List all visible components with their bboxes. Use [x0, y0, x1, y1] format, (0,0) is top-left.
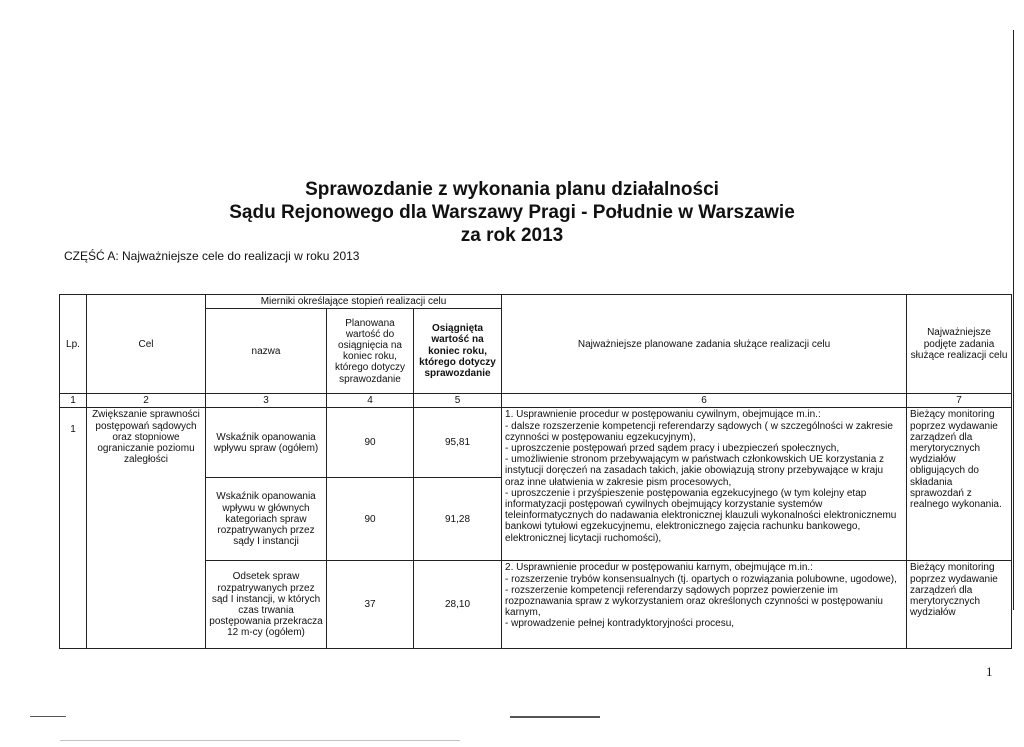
task-line: - rozszerzenie trybów konsensualnych (tj. opartych o rozwiązania polubowne, ugodowe),: [505, 573, 897, 585]
column-number: 1: [60, 394, 87, 408]
title-line-3: za rok 2013: [460, 225, 564, 246]
column-number: 4: [327, 394, 414, 408]
tasks-block-1: [502, 408, 907, 561]
task-line: 2. Usprawnienie procedur w postępowaniu karnym, obejmujące m.in.:: [505, 562, 813, 574]
task-line: - dalsze rozszerzenie kompetencji referendarzy sądowych ( w szczególności w zakresie czynności w postępowaniu egzekucyjnym),: [505, 420, 893, 443]
actions-block-1: Bieżący monitoring poprzez wydawanie zarządzeń dla merytorycznych wydziałów obligujących do składania sprawozdań z realnego wykonania.: [907, 408, 1012, 561]
task-line: - rozszerzenie kompetencji referendarzy sądowych poprzez powierzenie im rozpoznawania spraw z wykorzystaniem oraz określonych czynności w postępowaniu karnym,: [505, 584, 883, 619]
measure-name: Wskaźnik opanowania wpływu spraw (ogółem): [206, 408, 327, 478]
column-number: 6: [502, 394, 907, 408]
column-number: 7: [907, 394, 1012, 408]
tasks-block-2: [502, 561, 907, 649]
task-line: - uproszczenie i przyśpieszenie postępowania egzekucyjnego (w tym kolejny etap informatyzacji postępowań cywilnych obejmujący korzystanie systemów teleinformatycznych do nadawania elektronicznej klauzuli wykonalności elektronicznemu bankowi tytułowi egzekucyjnemu, elektronicznego zajęcia rachunku bankowego, elektronicznej licytacji ruchomości),: [505, 487, 897, 544]
measure-achieved: 91,28: [414, 478, 502, 561]
measure-planned: 90: [327, 408, 414, 478]
actions-block-2: Bieżący monitoring poprzez wydawanie zarządzeń dla merytorycznych wydziałów: [907, 561, 1012, 649]
title-line-1: Sprawozdanie z wykonania planu działalności: [305, 179, 719, 200]
title-line-2: Sądu Rejonowego dla Warszawy Pragi - Południe w Warszawie: [229, 202, 795, 223]
header-mierniki: Mierniki określające stopień realizacji celu: [206, 295, 502, 309]
measure-achieved: 95,81: [414, 408, 502, 478]
measure-planned: 37: [327, 561, 414, 649]
column-number: 2: [87, 394, 206, 408]
task-line: - wprowadzenie pełnej kontradyktoryjności procesu,: [505, 618, 735, 630]
measure-name: Odsetek spraw rozpatrywanych przez sąd I instancji, w których czas trwania postępowania przekracza 12 m-cy (ogółem): [206, 561, 327, 649]
task-line: 1. Usprawnienie procedur w postępowaniu cywilnym, obejmujące m.in.:: [505, 409, 821, 421]
column-number: 5: [414, 394, 502, 408]
header-planowana: Planowana wartość do osiągnięcia na koniec roku, którego dotyczy sprawozdanie: [327, 309, 414, 394]
task-line: - umożliwienie stronom przebywającym w państwach członkowskich UE korzystania z instytucji doręczeń na zasadach takich, jakie obowiązują strony przebywające w kraju oraz inne ułatwienia w zakresie pism procesowych,: [505, 454, 885, 488]
header-zadania: Najważniejsze planowane zadania służące realizacji celu: [502, 295, 907, 394]
row-lp: 1: [60, 408, 87, 649]
report-title: [0, 178, 1024, 247]
goal-cell: Zwiększanie sprawności postępowań sądowych oraz stopniowe ograniczanie poziomu zaległości: [87, 408, 206, 649]
scan-artifact: [60, 740, 460, 741]
header-lp: Lp.: [60, 295, 87, 394]
header-cel: Cel: [87, 295, 206, 394]
goals-table: [59, 294, 1012, 649]
header-nazwa: nazwa: [206, 309, 327, 394]
task-line: - uproszczenie postępowań przed sądem pracy i ubezpieczeń społecznych,: [505, 443, 840, 455]
scan-right-edge: [1013, 30, 1014, 610]
measure-achieved: 28,10: [414, 561, 502, 649]
scan-artifact: [30, 716, 66, 717]
page-number: 1: [986, 664, 993, 679]
scan-artifact: [510, 716, 600, 718]
section-heading: CZĘŚĆ A: Najważniejsze cele do realizacji w roku 2013: [64, 249, 360, 263]
column-number: 3: [206, 394, 327, 408]
measure-planned: 90: [327, 478, 414, 561]
measure-name: Wskaźnik opanowania wpływu w głównych kategoriach spraw rozpatrywanych przez sądy I instancji: [206, 478, 327, 561]
header-osiagnieta: Osiągnięta wartość na koniec roku, którego dotyczy sprawozdanie: [414, 309, 502, 394]
header-dzialania: Najważniejsze podjęte zadania służące realizacji celu: [907, 295, 1012, 394]
